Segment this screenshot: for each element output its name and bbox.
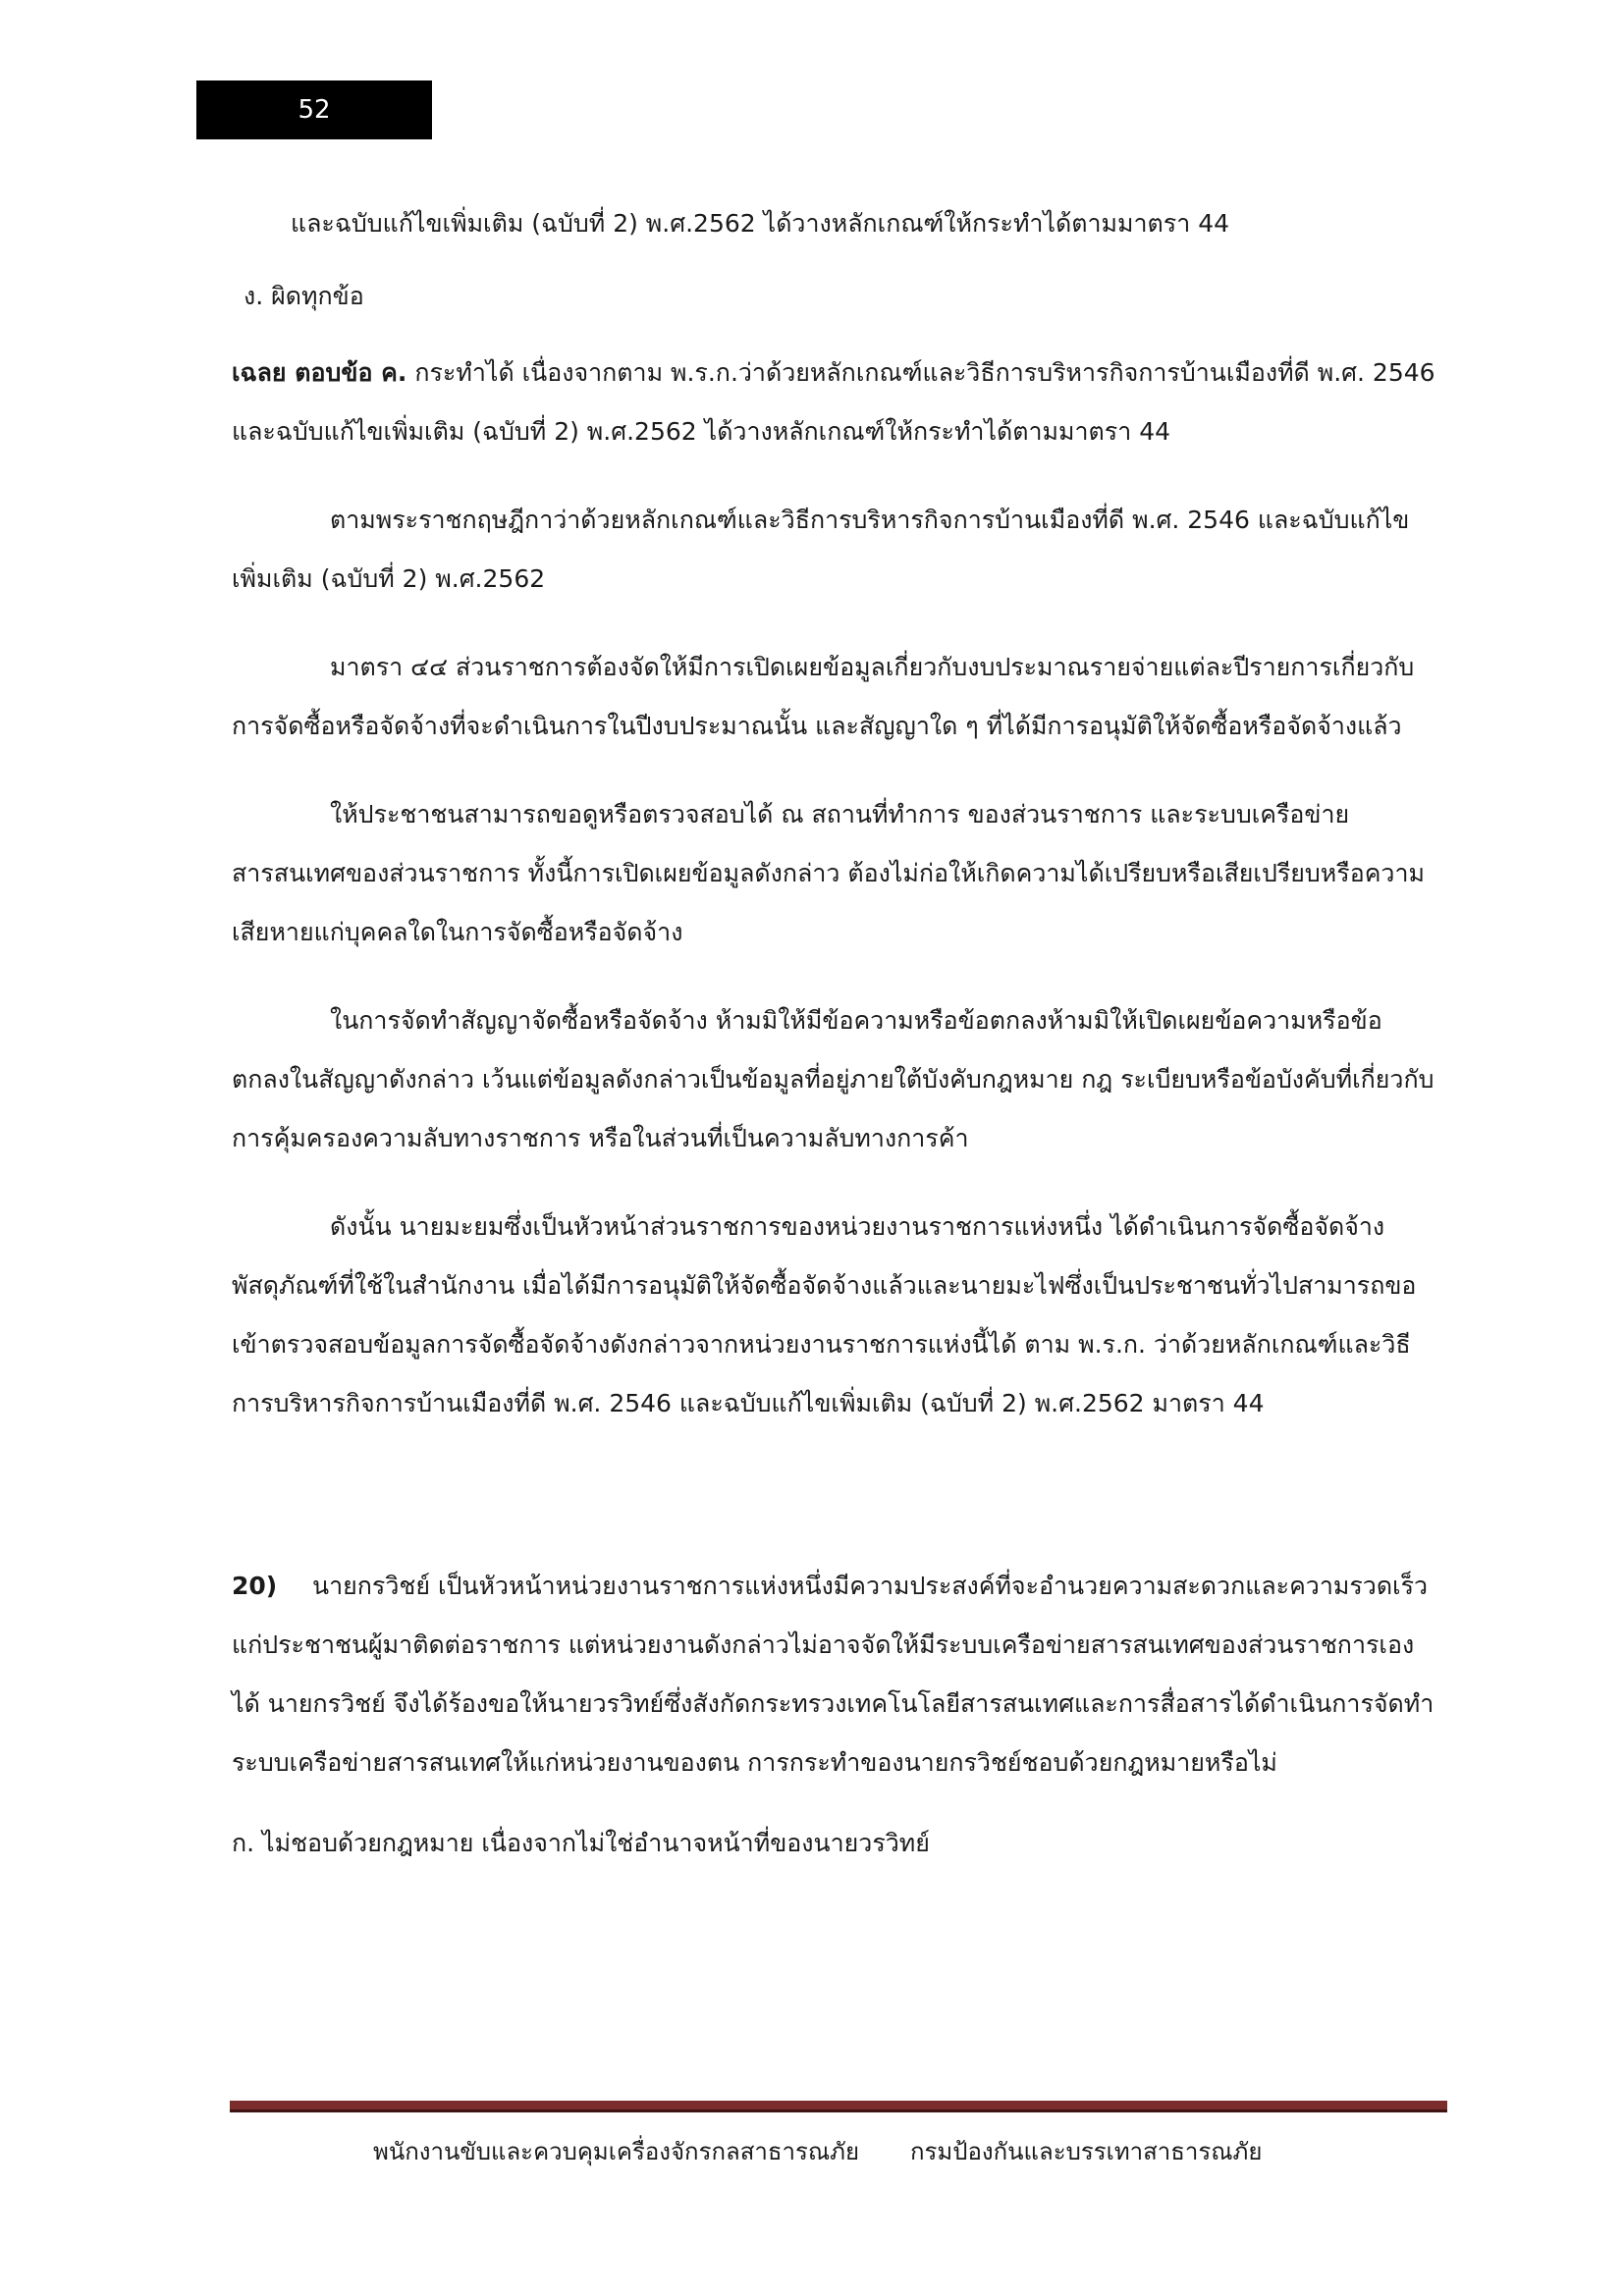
document-body (232, 194, 1439, 1873)
paragraph-decree-title: ตามพระราชกฤษฎีกาว่าด้วยหลักเกณฑ์และวิธีการบริหารกิจการบ้านเมืองที่ดี พ.ศ. 2546 และฉบับแก้ไขเพิ่มเติม (ฉบับที่ 2) พ.ศ.2562 (232, 506, 1410, 593)
paragraph-public-access: ให้ประชาชนสามารถขอดูหรือตรวจสอบได้ ณ สถานที่ทำการ ของส่วนราชการ และระบบเครือข่ายสารสนเทศของส่วนราชการ ทั้งนี้การเปิดเผยข้อมูลดังกล่าว ต้องไม่ก่อให้เกิดความได้เปรียบหรือเสียเปรียบหรือความเสียหายแก่บุคคลใดในการจัดซื้อหรือจัดจ้าง (232, 800, 1425, 946)
answer-paragraph (232, 344, 1439, 461)
question-20 (232, 1557, 1439, 1792)
page-footer (373, 2132, 1262, 2171)
page-number: 52 (298, 95, 331, 125)
paragraph-section-44: มาตรา ๔๔ ส่วนราชการต้องจัดให้มีการเปิดเผยข้อมูลเกี่ยวกับงบประมาณรายจ่ายแต่ละปีรายการเกี่ยวกับการจัดซื้อหรือจัดจ้างที่จะดำเนินการในปีงบประมาณนั้น และสัญญาใด ๆ ที่ได้มีการอนุมัติให้จัดซื้อหรือจัดจ้างแล้ว (232, 653, 1415, 740)
paragraph-conclusion: ดังนั้น นายมะยมซึ่งเป็นหัวหน้าส่วนราชการของหน่วยงานราชการแห่งหนึ่ง ได้ดำเนินการจัดซื้อจัดจ้างพัสดุภัณฑ์ที่ใช้ในสำนักงาน เมื่อได้มีการอนุมัติให้จัดซื้อจัดจ้างแล้วและนายมะไฟซึ่งเป็นประชาชนทั่วไปสามารถขอเข้าตรวจสอบข้อมูลการจัดซื้อจัดจ้างดังกล่าวจากหน่วยงานราชการแห่งนี้ได้ ตาม พ.ร.ก. ว่าด้วยหลักเกณฑ์และวิธีการบริหารกิจการบ้านเมืองที่ดี พ.ศ. 2546 และฉบับแก้ไขเพิ่มเติม (ฉบับที่ 2) พ.ศ.2562 มาตรา 44 (232, 1212, 1417, 1417)
question-text: นายกรวิชย์ เป็นหัวหน้าหน่วยงานราชการแห่งหนึ่งมีความประสงค์ที่จะอำนวยความสะดวกและความรวดเร็วแก่ประชาชนผู้มาติดต่อราชการ แต่หน่วยงานดังกล่าวไม่อาจจัดให้มีระบบเครือข่ายสารสนเทศของส่วนราชการเองได้ นายกรวิชย์ จึงได้ร้องขอให้นายวรวิทย์ซึ่งสังกัดกระทรวงเทคโนโลยีสารสนเทศและการสื่อสารได้ดำเนินการจัดทำระบบเครือข่ายสารสนเทศให้แก่หน่วยงานของตน การกระทำของนายกรวิชย์ชอบด้วยกฎหมายหรือไม่ (232, 1572, 1435, 1777)
footer-left-text: พนักงานขับและควบคุมเครื่องจักรกลสาธารณภัย (373, 2138, 859, 2165)
option-d: ง. ผิดทุกข้อ (244, 282, 364, 310)
paragraph-contract-disclosure: ในการจัดทำสัญญาจัดซื้อหรือจัดจ้าง ห้ามมิให้มีข้อความหรือข้อตกลงห้ามมิให้เปิดเผยข้อความหรือข้อตกลงในสัญญาดังกล่าว เว้นแต่ข้อมูลดังกล่าวเป็นข้อมูลที่อยู่ภายใต้บังคับกฎหมาย กฎ ระเบียบหรือข้อบังคับที่เกี่ยวกับการคุ้มครองความลับทางราชการ หรือในส่วนที่เป็นความลับทางการค้า (232, 1006, 1435, 1152)
continued-option-text: และฉบับแก้ไขเพิ่มเติม (ฉบับที่ 2) พ.ศ.2562 ได้วางหลักเกณฑ์ให้กระทำได้ตามมาตรา 44 (291, 209, 1230, 238)
answer-lead: เฉลย ตอบข้อ ค. (232, 358, 407, 387)
footer-right-text: กรมป้องกันและบรรเทาสาธารณภัย (910, 2138, 1263, 2165)
option-a: ก. ไม่ชอบด้วยกฎหมาย เนื่องจากไม่ใช่อำนาจหน้าที่ของนายวรวิทย์ (232, 1829, 930, 1857)
page-number-badge (196, 80, 432, 139)
footer-divider (230, 2101, 1447, 2112)
answer-text: กระทำได้ เนื่องจากตาม พ.ร.ก.ว่าด้วยหลักเกณฑ์และวิธีการบริหารกิจการบ้านเมืองที่ดี พ.ศ. 2546 และฉบับแก้ไขเพิ่มเติม (ฉบับที่ 2) พ.ศ.2562 ได้วางหลักเกณฑ์ให้กระทำได้ตามมาตรา 44 (232, 358, 1435, 446)
question-number: 20) (232, 1572, 278, 1600)
